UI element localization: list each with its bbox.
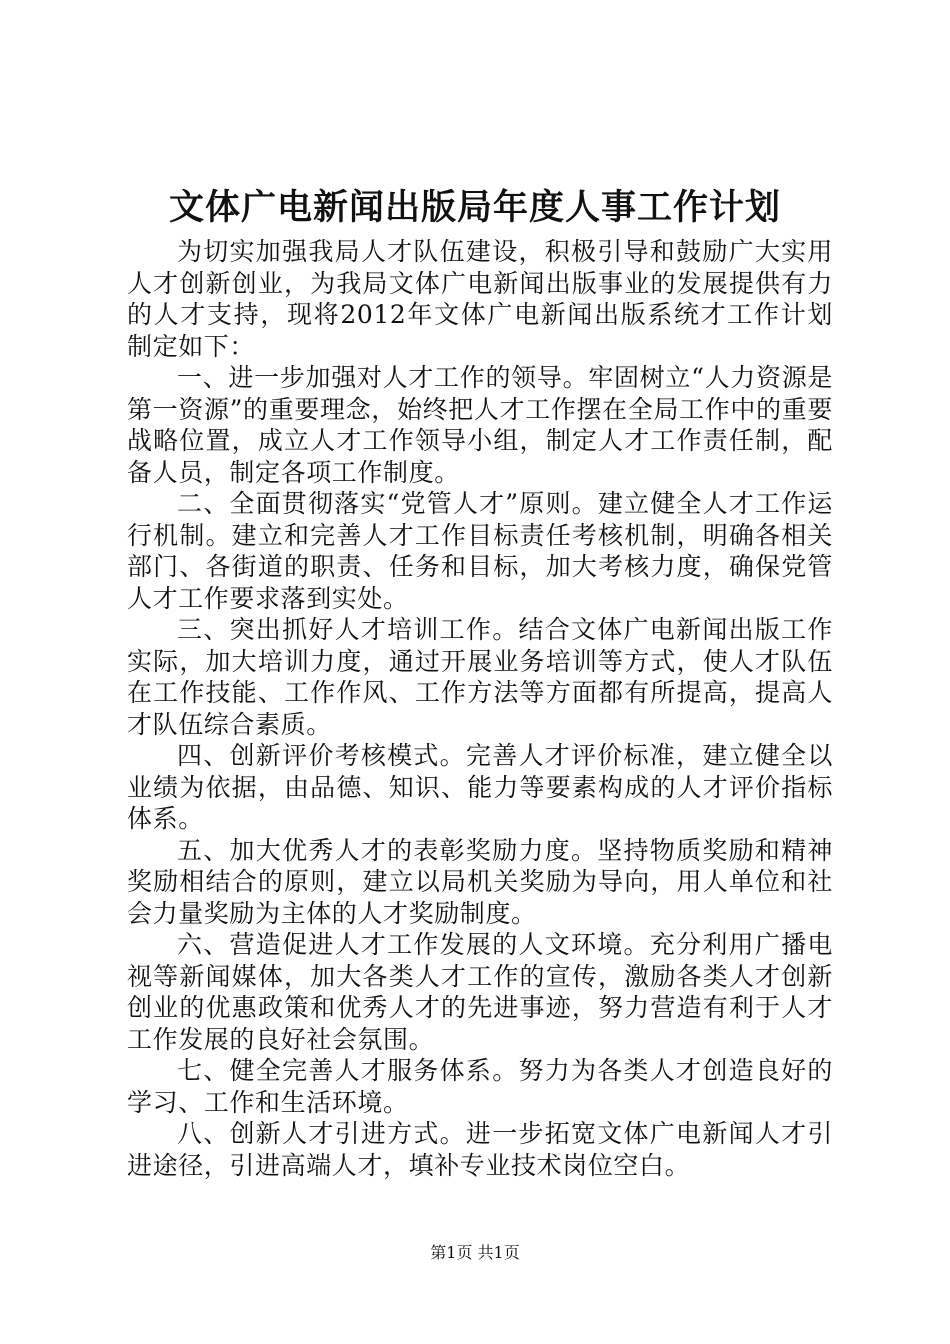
- paragraph-intro: 为切实加强我局人才队伍建设，积极引导和鼓励广大实用人才创新创业，为我局文体广电新闻出版事业的发展提供有力的人才支持，现将2012年文体广电新闻出版系统才工作计划制定如下：: [127, 237, 833, 361]
- document-body: [127, 236, 833, 1181]
- paragraph-section-5: 五、加大优秀人才的表彰奖励力度。坚持物质奖励和精神奖励相结合的原则，建立以局机关奖励为导向，用人单位和社会力量奖励为主体的人才奖励制度。: [127, 835, 833, 928]
- paragraph-section-1: 一、进一步加强对人才工作的领导。牢固树立“人力资源是第一资源”的重要理念，始终把人才工作摆在全局工作中的重要战略位置，成立人才工作领导小组，制定人才工作责任制，配备人员，制定各项工作制度。: [127, 363, 833, 487]
- paragraph-section-2: 二、全面贯彻落实“党管人才”原则。建立健全人才工作运行机制。建立和完善人才工作目标责任考核机制，明确各相关部门、各街道的职责、任务和目标，加大考核力度，确保党管人才工作要求落到实处。: [127, 489, 833, 613]
- paragraph-section-3: 三、突出抓好人才培训工作。结合文体广电新闻出版工作实际，加大培训力度，通过开展业务培训等方式，使人才队伍在工作技能、工作作风、工作方法等方面都有所提高，提高人才队伍综合素质。: [127, 615, 833, 739]
- document-title: 文体广电新闻出版局年度人事工作计划: [168, 187, 781, 228]
- paragraph-section-7: 七、健全完善人才服务体系。努力为各类人才创造良好的学习、工作和生活环境。: [127, 1056, 833, 1117]
- page-number-footer: 第1页 共1页: [430, 1243, 520, 1262]
- paragraph-section-8: 八、创新人才引进方式。进一步拓宽文体广电新闻人才引进途径，引进高端人才，填补专业技术岗位空白。: [127, 1119, 833, 1180]
- paragraph-section-4: 四、创新评价考核模式。完善人才评价标准，建立健全以业绩为依据，由品德、知识、能力等要素构成的人才评价指标体系。: [127, 741, 833, 833]
- paragraph-section-6: 六、营造促进人才工作发展的人文环境。充分利用广播电视等新闻媒体，加大各类人才工作的宣传，激励各类人才创新创业的优惠政策和优秀人才的先进事迹，努力营造有利于人才工作发展的良好社会氛围。: [127, 930, 833, 1054]
